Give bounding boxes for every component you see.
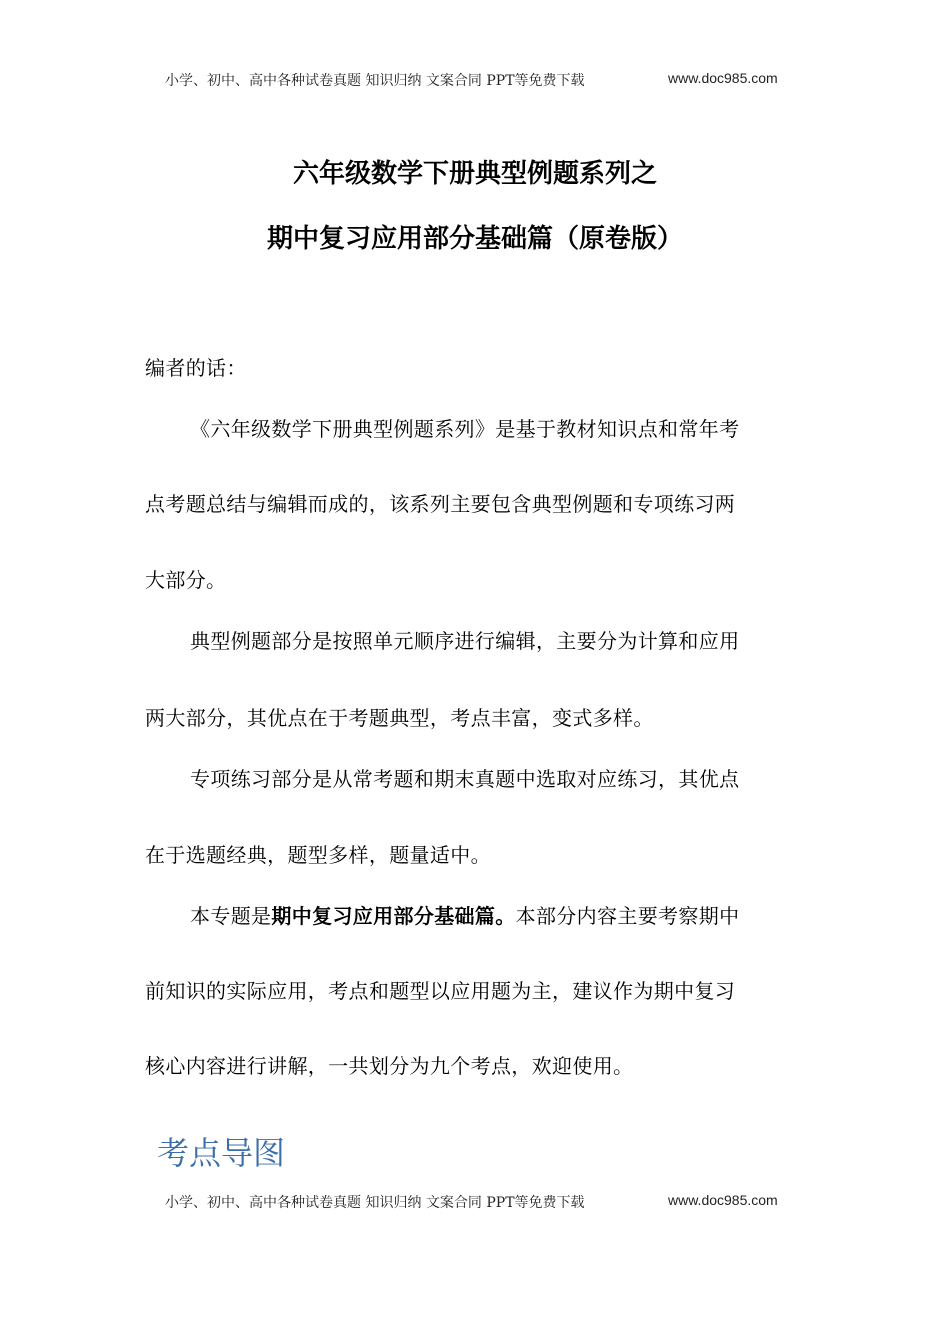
preface-p1-line3: 大部分。 <box>145 568 227 592</box>
page-header <box>0 70 950 94</box>
preface-p1-line2: 点考题总结与编辑而成的，该系列主要包含典型例题和专项练习两 <box>145 492 736 516</box>
preface-p2-line2: 两大部分，其优点在于考题典型，考点丰富，变式多样。 <box>145 706 654 730</box>
preface-p4-line1 <box>190 900 739 929</box>
header-site-link[interactable]: www.doc985.com <box>668 70 778 86</box>
preface-p3-line2: 在于选题经典，题型多样，题量适中。 <box>145 843 491 867</box>
preface-p4-prefix: 本专题是 <box>190 904 272 928</box>
preface-p4-line3: 核心内容进行讲解，一共划分为九个考点，欢迎使用。 <box>145 1054 634 1078</box>
mind-map-heading: 考点导图 <box>157 1134 286 1172</box>
header-slogan: 小学、初中、高中各种试卷真题 知识归纳 文案合同 PPT等免费下载 <box>165 73 585 89</box>
preface-label: 编者的话： <box>145 356 247 380</box>
footer-slogan: 小学、初中、高中各种试卷真题 知识归纳 文案合同 PPT等免费下载 <box>165 1195 585 1211</box>
preface-p4-topic: 期中复习应用部分基础篇。 <box>271 904 516 928</box>
preface-p2-line1: 典型例题部分是按照单元顺序进行编辑，主要分为计算和应用 <box>190 629 740 653</box>
doc-title-line2: 期中复习应用部分基础篇（原卷版） <box>266 224 683 254</box>
preface-p3-line1: 专项练习部分是从常考题和期末真题中选取对应练习，其优点 <box>190 767 740 791</box>
doc-title-line1: 六年级数学下册典型例题系列之 <box>292 159 657 189</box>
footer-site-link[interactable]: www.doc985.com <box>668 1192 778 1208</box>
preface-p1-line1: 《六年级数学下册典型例题系列》是基于教材知识点和常年考 <box>190 417 740 441</box>
preface-p4-line2: 前知识的实际应用，考点和题型以应用题为主，建议作为期中复习 <box>145 979 736 1003</box>
preface-p4-suffix: 本部分内容主要考察期中 <box>515 904 740 928</box>
page-footer <box>0 1192 950 1216</box>
